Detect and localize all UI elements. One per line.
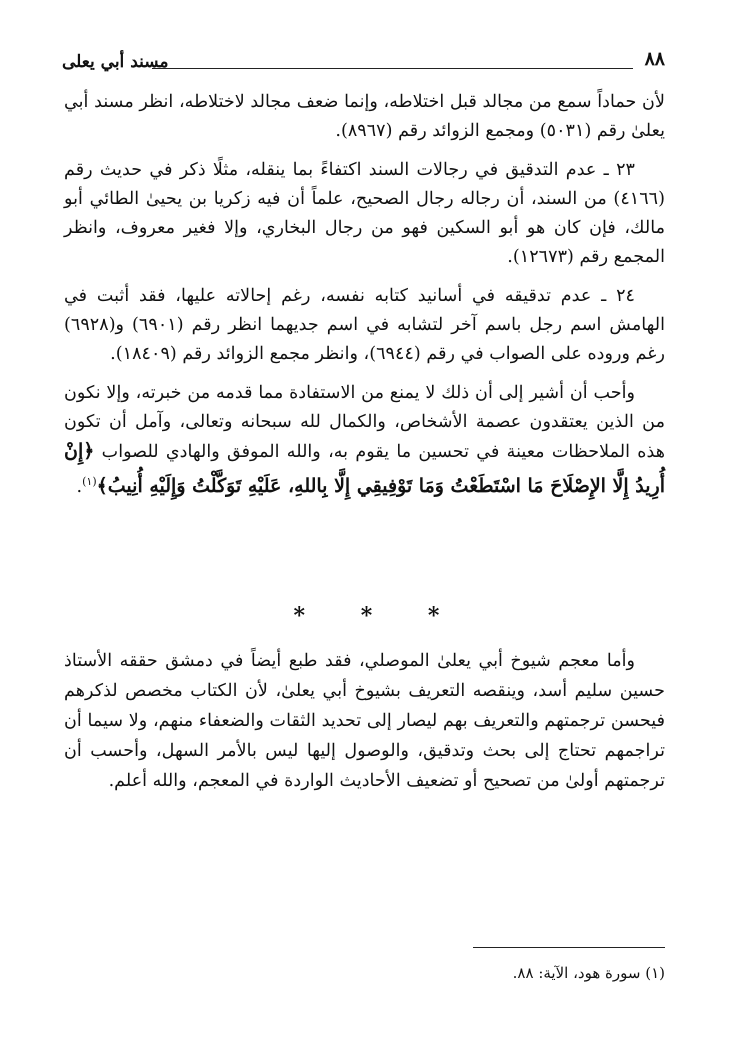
footnote-reference: (١) [82, 475, 97, 488]
main-text [64, 88, 665, 502]
footnote-rule [473, 947, 665, 948]
paragraph-note-23: ٢٣ ـ عدم التدقيق في رجالات السند اكتفاءً بما ينقله، مثلًا ذكر في حديث رقم (٤١٦٦) من السند، أن رجاله رجال الصحيح، علماً أن فيه زكريا بن يحيىٰ الطائي أبو مالك، فإن كان هو أبو السكين فهو من رجال البخاري، وإلا فغير معروف، وانظر المجمع رقم (١٢٦٧٣). [64, 160, 665, 267]
closing-text: وأحب أن أشير إلى أن ذلك لا يمنع من الاستفادة مما قدمه من خبرته، وإلا نكون من الذين يعتقدون عصمة الأشخاص، والكمال لله سبحانه وتعالى، وآمل أن تكون هذه الملاحظات معينة في تحسين ما يقوم به، والله الموفق والهادي للصواب [64, 383, 665, 462]
running-title: مسند أبي يعلى [62, 52, 169, 72]
paragraph-note-24: ٢٤ ـ عدم تدقيقه في أسانيد كتابه نفسه، رغم إحالاته عليها، فقد أثبت في الهامش اسم رجل باسم آخر لتشابه في اسم جديهما انظر رقم (٦٩٠١) و(٦٩٢٨) رغم وروده على الصواب في رقم (٦٩٤٤)، وانظر مجمع الزوائد رقم (١٨٤٠٩). [64, 286, 666, 364]
header-rule [152, 68, 633, 69]
separator-star: * [360, 603, 373, 629]
separator-star: * [427, 603, 440, 629]
quran-verse: ﴿إِنْ أُرِيدُ إِلَّا الإِصْلَاحَ مَا اسْتَطَعْتُ وَمَا تَوْفِيقِي إِلَّا بِاللهِ، عَلَيْهِ تَوَكَّلْتُ وَإِلَيْهِ أُنِيبُ﴾ [64, 440, 665, 497]
paragraph-continuation: لأن حماداً سمع من مجالد قبل اختلاطه، وإنما ضعف مجالد لاختلاطه، انظر مسند أبي يعلىٰ رقم (٥٠٣١) ومجمع الزوائد رقم (٨٩٦٧). [64, 92, 665, 141]
separator-star: * [293, 603, 306, 629]
footnote: (١) سورة هود، الآية: ٨٨. [512, 964, 665, 982]
paragraph-mujam: وأما معجم شيوخ أبي يعلىٰ الموصلي، فقد طبع أيضاً في دمشق حققه الأستاذ حسين سليم أسد، وينقصه التعريف بشيوخ أبي يعلىٰ، لأن الكتاب مخصص لذكرهم فيحسن ترجمتهم والتعريف بهم ليصار إلى تحديد الثقات والضعفاء منهم، ولا سيما أن تراجمهم تحتاج إلى بحث وتدقيق، والوصول إليها ليس بالأمر السهل، وأحسب أن ترجمتهم أولىٰ من تصحيح أو تضعيف الأحاديث الواردة في المعجم، والله أعلم. [64, 651, 665, 791]
paragraph-closing: وأحب أن أشير إلى أن ذلك لا يمنع من الاستفادة مما قدمه من خبرته، وإلا نكون من الذين يعتقدون عصمة الأشخاص، والكمال لله سبحانه وتعالى، وآمل أن تكون هذه الملاحظات معينة في تحسين ما يقوم به، والله الموفق والهادي للصواب ﴿إِنْ أُرِيدُ إِلَّا الإِصْلَاحَ مَا اسْتَطَعْتُ وَمَا تَوْفِيقِي إِلَّا بِاللهِ، عَلَيْهِ تَوَكَّلْتُ وَإِلَيْهِ أُنِيبُ﴾$^{(١)}$. [64, 383, 665, 497]
second-section [64, 646, 665, 796]
page-number: ٨٨ [644, 48, 665, 70]
section-separator [0, 603, 733, 629]
page-header [62, 44, 665, 84]
